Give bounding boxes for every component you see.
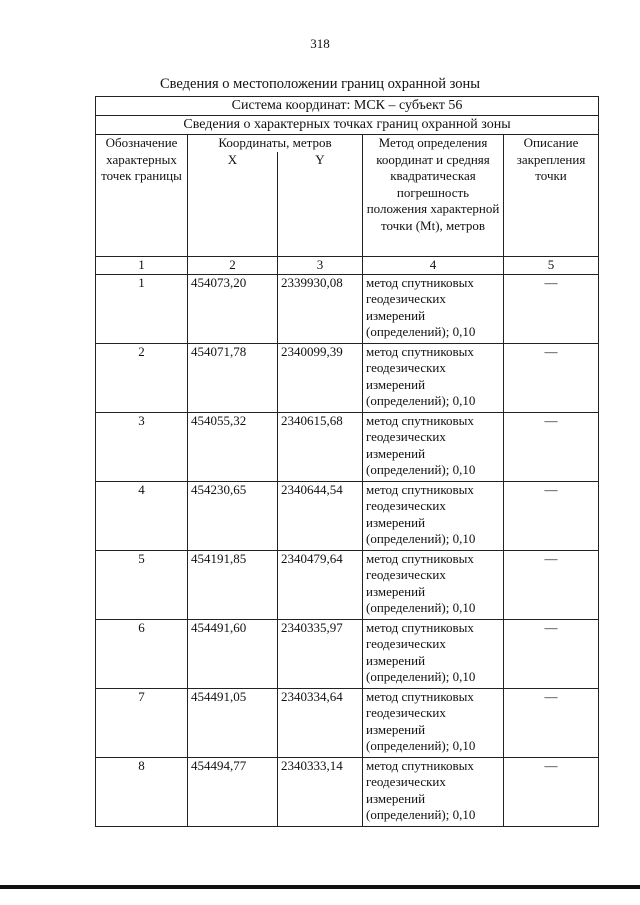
description-text: — [504, 481, 599, 550]
point-id: 8 [96, 757, 188, 826]
column-number: 4 [363, 256, 504, 274]
column-number: 5 [504, 256, 599, 274]
point-id: 2 [96, 343, 188, 412]
method-text: метод спутниковых геодезических измерений (определений); 0,10 [363, 274, 504, 343]
table-row [96, 757, 599, 826]
table-row [96, 343, 599, 412]
coord-x: 454191,85 [188, 550, 278, 619]
page-number: 318 [310, 36, 330, 51]
boundary-points-table [95, 96, 599, 827]
coord-x: 454230,65 [188, 481, 278, 550]
header-coordinates: Координаты, метров [188, 135, 363, 152]
point-id: 4 [96, 481, 188, 550]
coord-y: 2340615,68 [278, 412, 363, 481]
method-text: метод спутниковых геодезических измерений (определений); 0,10 [363, 757, 504, 826]
header-x: X [188, 152, 278, 257]
method-text: метод спутниковых геодезических измерений (определений); 0,10 [363, 619, 504, 688]
coord-y: 2340333,14 [278, 757, 363, 826]
table-row [96, 481, 599, 550]
coord-x: 454494,77 [188, 757, 278, 826]
method-text: метод спутниковых геодезических измерений (определений); 0,10 [363, 688, 504, 757]
table-row [96, 619, 599, 688]
coord-x: 454491,05 [188, 688, 278, 757]
method-text: метод спутниковых геодезических измерений (определений); 0,10 [363, 412, 504, 481]
point-id: 3 [96, 412, 188, 481]
method-text: метод спутниковых геодезических измерений (определений); 0,10 [363, 481, 504, 550]
point-id: 1 [96, 274, 188, 343]
description-text: — [504, 274, 599, 343]
column-numbers-row [96, 256, 599, 274]
description-text: — [504, 412, 599, 481]
coord-y: 2340099,39 [278, 343, 363, 412]
table-row [96, 274, 599, 343]
coord-y: 2340644,54 [278, 481, 363, 550]
header-method: Метод определения координат и средняя квадратическая погрешность положения характерной точки (Mt), метров [363, 135, 504, 257]
coord-x: 454491,60 [188, 619, 278, 688]
description-text: — [504, 550, 599, 619]
column-number: 1 [96, 256, 188, 274]
table-row [96, 688, 599, 757]
column-number: 3 [278, 256, 363, 274]
table-row [96, 412, 599, 481]
description-text: — [504, 619, 599, 688]
point-id: 6 [96, 619, 188, 688]
coord-x: 454071,78 [188, 343, 278, 412]
table-row [96, 550, 599, 619]
header-description: Описание закрепления точки [504, 135, 599, 257]
coord-x: 454055,32 [188, 412, 278, 481]
section-heading-row: Сведения о характерных точках границ охранной зоны [96, 116, 599, 135]
coordinate-system-row: Система координат: МСК – субъект 56 [96, 97, 599, 116]
column-number: 2 [188, 256, 278, 274]
coord-y: 2339930,08 [278, 274, 363, 343]
coord-y: 2340334,64 [278, 688, 363, 757]
coord-y: 2340335,97 [278, 619, 363, 688]
method-text: метод спутниковых геодезических измерений (определений); 0,10 [363, 343, 504, 412]
coord-x: 454073,20 [188, 274, 278, 343]
point-id: 5 [96, 550, 188, 619]
description-text: — [504, 343, 599, 412]
method-text: метод спутниковых геодезических измерений (определений); 0,10 [363, 550, 504, 619]
header-y: Y [278, 152, 363, 257]
coord-y: 2340479,64 [278, 550, 363, 619]
description-text: — [504, 688, 599, 757]
header-designation: Обозначение характерных точек границы [96, 135, 188, 257]
point-id: 7 [96, 688, 188, 757]
description-text: — [504, 757, 599, 826]
bottom-scan-rule [0, 885, 640, 889]
document-title: Сведения о местоположении границ охранной зоны [159, 76, 480, 92]
